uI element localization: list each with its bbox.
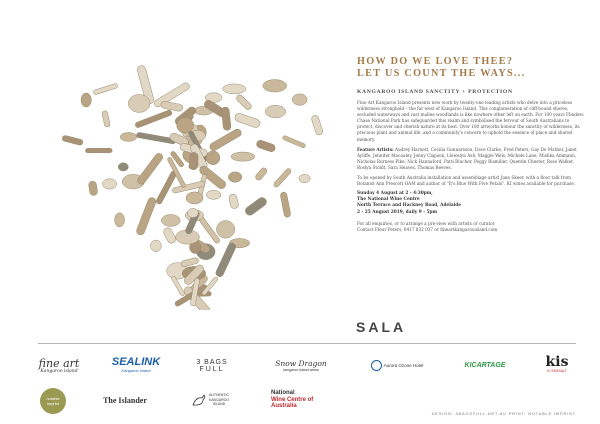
intro-paragraph: Fine Art Kangaroo Island presents new work by twenty-one leading artists who delve into a priceless wilderness stronghold – the far west of Kangaroo Island. This conglomeration of cliff-bound shores, secluded waterways and vast mallee woodlands is like nowhere other left on earth. For 100 years Flinders Chase National Park has safeguarded this realm and symbolised the fervour of South Australians to protect, discover and cherish nature at its best. Over 100 artworks honour the sanctity of wilderness, its precious plant and animal life, and a community's concern to uphold the essence of place and shared memory. <box>357 100 584 142</box>
ki-seasalt-logo <box>540 350 574 378</box>
fine-art-logo-main: fine art <box>38 357 80 370</box>
notable-imprint-logo <box>40 388 66 414</box>
bone-piece-31 <box>282 135 306 148</box>
aurora-logo-text: Aurora Ozone Hotel <box>383 362 424 368</box>
bone-piece-38 <box>181 257 200 267</box>
bone-piece-51 <box>234 112 261 128</box>
design-print-credits: DESIGN: 3BAGSFULL.NET.AU PRINT: NOTABLE IMPRINT <box>431 411 576 416</box>
bone-piece-3 <box>223 84 246 94</box>
bone-piece-54 <box>228 193 239 209</box>
sealink-logo-main: SEALINK <box>111 356 161 368</box>
bone-piece-44 <box>128 94 150 112</box>
fine-art-ki-logo <box>26 354 92 378</box>
bone-piece-30 <box>265 105 285 118</box>
bone-piece-29 <box>235 94 252 111</box>
bone-heart-artwork <box>50 60 340 310</box>
notable-logo-line-1: notable <box>46 396 60 401</box>
sealink-logo-sub: Kangaroo Island <box>121 368 151 373</box>
bone-piece-85 <box>186 192 203 204</box>
aurora-logo-icon <box>371 360 382 371</box>
sala-logo: SALA <box>356 319 407 335</box>
artists-list: Audrey Harnett, Cecilia Gunnarsson, Dave Clarke, Fred Peters, Gay De Mather, Janet Ayliffe, Jennifer Macauley, Jenny Clapson, Llewelyn Ash, Maggie Wels, Michele Lane, Mishka Ammann, Nicholas Burness Pike, Nick Hannaford, Patti Blucher, Peggy Rismiller, Quentin Chester, Rose Walker, Roslyn Stoldt, Sara Heaves, Thomas Reeves. <box>357 146 577 170</box>
kangaroo-icon <box>191 393 207 407</box>
event-run: 2 - 25 August 2019, daily 9 - 5pm <box>357 209 438 215</box>
bone-piece-21 <box>93 83 118 95</box>
contact-line-2: Contact Fleur Peters, 0417 832 037 or fineartkangarooisland.com <box>357 226 498 232</box>
event-address: North Terrace and Hackney Road, Adelaide <box>357 203 462 209</box>
bone-piece-5 <box>292 94 307 106</box>
bone-piece-6 <box>311 114 324 135</box>
aurora-ozone-hotel-logo <box>366 356 428 374</box>
contact-block <box>357 221 585 233</box>
headline-line-1: HOW DO WE LOVE THEE? <box>357 56 514 67</box>
bone-piece-16 <box>150 240 161 252</box>
notable-logo-line-2: imprint <box>46 401 59 406</box>
bone-piece-89 <box>189 152 198 170</box>
bone-piece-17 <box>115 213 125 227</box>
authentic-logo-line-1: AUTHENTIC <box>208 393 229 398</box>
bone-piece-4 <box>263 80 287 92</box>
bone-piece-62 <box>120 132 137 141</box>
event-details <box>357 191 585 215</box>
kicartage-logo <box>460 357 510 373</box>
islander-logo-text: The Islander <box>103 395 147 405</box>
bone-piece-71 <box>206 190 221 199</box>
bone-piece-19 <box>62 135 84 146</box>
event-date: Sunday 4 August at 2 - 4:30pm, <box>357 191 433 197</box>
bone-piece-53 <box>254 167 268 182</box>
kicartage-logo-text: KICARTAGE <box>464 361 506 369</box>
kis-logo-main: kis <box>545 354 569 370</box>
bone-piece-61 <box>118 163 128 171</box>
authentic-logo-line-2: KANGAROO <box>208 397 230 402</box>
headline <box>357 56 585 80</box>
bone-piece-41 <box>102 179 116 189</box>
snow-dragon-logo <box>268 354 334 376</box>
artists-label: Feature Artists: <box>357 146 394 152</box>
subheading: KANGAROO ISLAND SANCTITY + PROTECTION <box>357 89 513 95</box>
bone-piece-33 <box>244 196 268 217</box>
text-column <box>357 56 585 233</box>
contact-line-1: For all enquiries, or to arrange a pre-view with artists or curator <box>357 220 495 226</box>
opening-paragraph: To be opened by South Australia installation and assemblage artist Jane Skeer, with a floor talk from Botanist Ann Prescott OAM and author of "It's Blue With Five Petals". KI wines available for purchase. <box>357 175 576 187</box>
snow-dragon-logo-sub: kangaroo island wines <box>283 367 319 372</box>
three-bags-full-logo <box>194 352 230 380</box>
the-islander-logo <box>98 393 152 407</box>
bone-piece-59 <box>161 214 180 226</box>
snow-dragon-logo-main: Snow Dragon <box>275 358 327 368</box>
bone-piece-43 <box>102 110 111 127</box>
bone-piece-69 <box>231 152 255 161</box>
three-bags-logo-line-1: 3 BAGS <box>196 359 228 366</box>
bone-piece-40 <box>135 196 157 236</box>
authentic-logo-line-3: ISLAND <box>212 402 226 407</box>
headline-line-2: LET US COUNT THE WAYS... <box>357 68 526 79</box>
bone-piece-10 <box>215 242 237 278</box>
bone-piece-50 <box>221 107 231 131</box>
authentic-kangaroo-island-logo <box>182 389 238 411</box>
sealink-logo <box>108 354 164 376</box>
nwc-logo-line-1: National <box>271 390 295 397</box>
bone-piece-45 <box>160 101 183 112</box>
nwc-logo-line-3: Australia <box>271 403 297 410</box>
bone-piece-42 <box>85 148 112 152</box>
bone-piece-34 <box>216 221 234 239</box>
bone-piece-76 <box>136 152 164 186</box>
bone-piece-7 <box>299 174 310 182</box>
bone-piece-39 <box>162 226 177 244</box>
three-bags-logo-line-2: FULL <box>199 366 225 373</box>
bone-piece-8 <box>280 192 291 218</box>
national-wine-centre-logo <box>271 386 323 414</box>
artists-paragraph <box>357 147 585 171</box>
bone-piece-70 <box>228 172 242 182</box>
bone-piece-20 <box>81 93 91 107</box>
bone-piece-52 <box>256 139 277 152</box>
bone-piece-32 <box>273 168 292 189</box>
bone-piece-82 <box>206 151 220 165</box>
nwc-logo-line-2: Wine Centre of <box>271 396 314 403</box>
fine-art-logo-sub: Kangaroo island <box>40 369 78 374</box>
kis-logo-sub: KI SEASALT <box>547 369 567 373</box>
event-venue: The National Wine Centre <box>357 197 420 203</box>
bone-piece-74 <box>187 208 198 217</box>
divider <box>38 343 576 344</box>
bone-piece-68 <box>208 128 242 152</box>
bone-piece-18 <box>88 181 98 196</box>
